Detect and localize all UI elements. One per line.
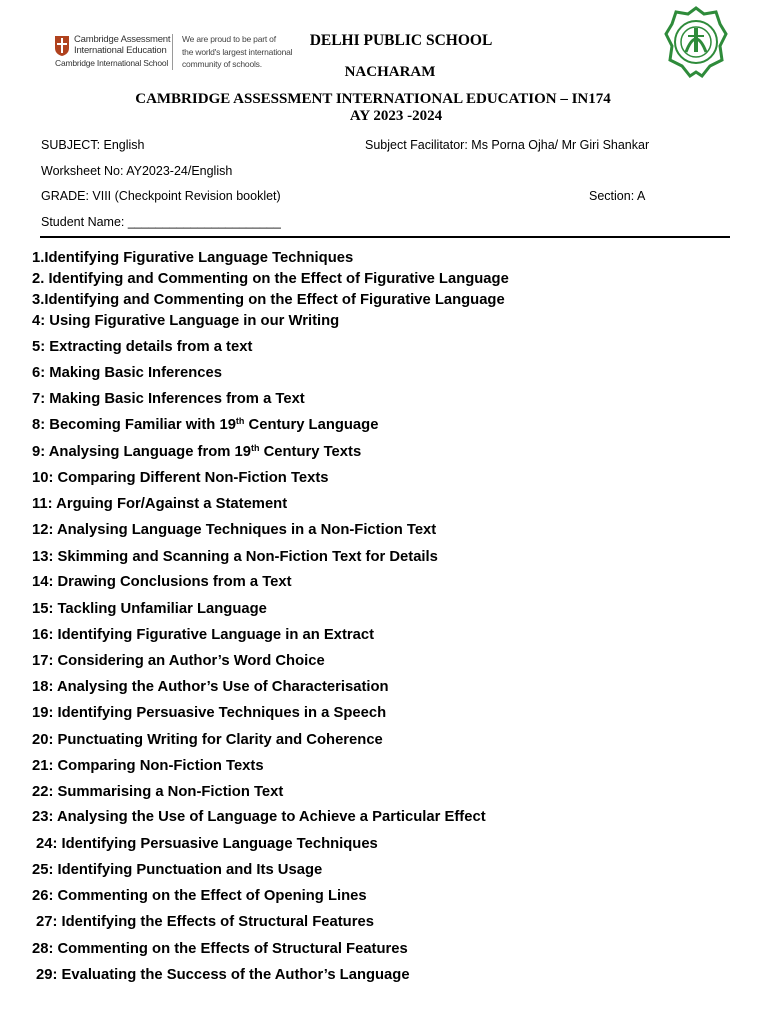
- academic-year: AY 2023 -2024: [349, 108, 443, 124]
- topic-text: 8: Becoming Familiar with 19: [32, 417, 236, 433]
- tagline-line: community of schools.: [182, 59, 262, 69]
- exam-board: CAMBRIDGE ASSESSMENT INTERNATIONAL EDUCATION – IN174: [135, 91, 611, 107]
- topic-superscript: th: [250, 443, 260, 453]
- topic-item: 7: Making Basic Inferences from a Text: [32, 391, 305, 407]
- topic-item: 5: Extracting details from a text: [32, 339, 253, 355]
- topic-item: 13: Skimming and Scanning a Non-Fiction Text for Details: [32, 549, 438, 565]
- topic-item: 24: Identifying Persuasive Language Techniques: [36, 836, 378, 852]
- topic-item: 3.Identifying and Commenting on the Effect of Figurative Language: [32, 292, 505, 308]
- topic-item: 19: Identifying Persuasive Techniques in a Speech: [32, 705, 387, 721]
- header-rule: [40, 236, 730, 238]
- dps-emblem-icon: [664, 6, 728, 78]
- topic-item: 12: Analysing Language Techniques in a Non-Fiction Text: [32, 522, 437, 538]
- topic-item: 1.Identifying Figurative Language Techniques: [32, 250, 354, 266]
- tagline-line: the world's largest international: [182, 46, 293, 57]
- topic-item: 14: Drawing Conclusions from a Text: [32, 574, 292, 590]
- topic-text: Century Language: [244, 417, 379, 433]
- topic-item: 28: Commenting on the Effects of Structural Features: [32, 941, 408, 957]
- cambridge-logo-line3: Cambridge International School: [55, 58, 169, 68]
- grade-label: GRADE: VIII (Checkpoint Revision booklet): [41, 189, 281, 203]
- topic-item: 29: Evaluating the Success of the Author’s Language: [36, 967, 410, 983]
- topic-item: 25: Identifying Punctuation and Its Usage: [32, 862, 323, 878]
- topic-text: 9: Analysing Language from 19: [32, 444, 251, 460]
- topic-item: 26: Commenting on the Effect of Opening Lines: [32, 888, 367, 904]
- tagline-line: We are proud to be part of: [182, 34, 276, 44]
- cambridge-logo-line2: International Education: [74, 45, 167, 56]
- student-name-label: Student Name:: [41, 215, 128, 229]
- topic-text: Century Texts: [259, 444, 362, 460]
- topic-item: 18: Analysing the Author’s Use of Characterisation: [32, 679, 389, 695]
- topic-item: 11: Arguing For/Against a Statement: [32, 496, 288, 512]
- topic-item: 6: Making Basic Inferences: [32, 365, 222, 381]
- school-branch: NACHARAM: [344, 64, 436, 80]
- topic-item: [32, 417, 378, 433]
- topic-item: 21: Comparing Non-Fiction Texts: [32, 758, 264, 774]
- topic-item: 23: Analysing the Use of Language to Achieve a Particular Effect: [32, 809, 486, 825]
- topic-item: 17: Considering an Author’s Word Choice: [32, 653, 325, 669]
- subject-label: SUBJECT: English: [41, 138, 145, 152]
- topic-item: 22: Summarising a Non-Fiction Text: [32, 784, 284, 800]
- topic-item: 27: Identifying the Effects of Structural Features: [36, 914, 374, 930]
- cambridge-logo-line1: Cambridge Assessment: [74, 34, 171, 45]
- worksheet-number: Worksheet No: AY2023-24/English: [41, 164, 233, 178]
- topic-item: 2. Identifying and Commenting on the Effect of Figurative Language: [32, 271, 509, 287]
- school-name: DELHI PUBLIC SCHOOL: [309, 32, 493, 49]
- topic-item: 15: Tackling Unfamiliar Language: [32, 601, 267, 617]
- topic-item: [32, 444, 361, 460]
- section-label: Section: A: [589, 189, 646, 203]
- facilitator-label: Subject Facilitator: Ms Porna Ojha/ Mr Giri Shankar: [365, 138, 650, 152]
- topic-item: 10: Comparing Different Non-Fiction Texts: [32, 470, 329, 486]
- topic-item: 16: Identifying Figurative Language in an Extract: [32, 627, 375, 643]
- topic-item: 20: Punctuating Writing for Clarity and Coherence: [32, 732, 383, 748]
- student-name-blank[interactable]: ______________________: [127, 215, 281, 229]
- student-name-field[interactable]: [41, 215, 281, 229]
- topic-superscript: th: [235, 416, 245, 426]
- topic-item: 4: Using Figurative Language in our Writing: [32, 313, 340, 329]
